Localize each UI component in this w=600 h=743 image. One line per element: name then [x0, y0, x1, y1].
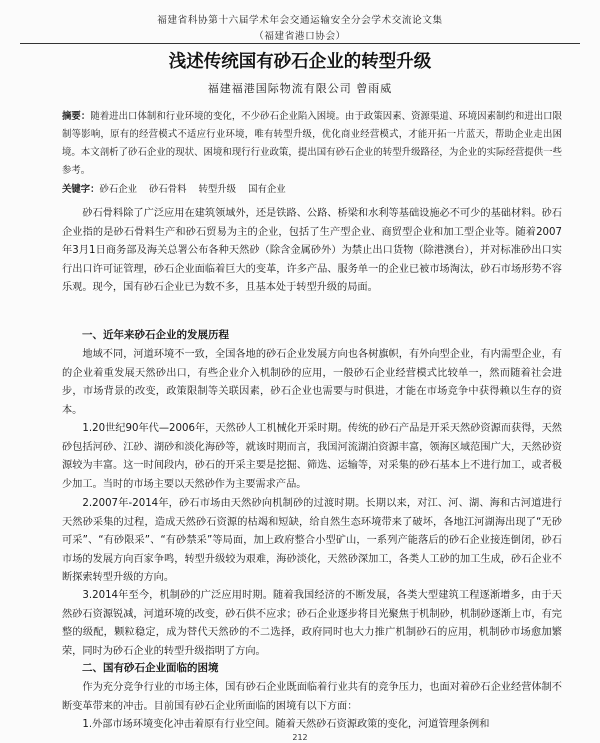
- header-rule: [20, 43, 580, 44]
- keywords: [62, 182, 562, 198]
- body-paragraph: 作为充分竞争行业的市场主体，国有砂石企业既面临着行业共有的竞争压力，也面对着砂石企业经营体制不断变革带来的冲击。目前国有砂石企业所面临的困境有以下方面：: [62, 682, 562, 712]
- keyword: 转型升级: [198, 184, 237, 195]
- abstract: [62, 108, 562, 180]
- page-number: 212: [292, 733, 308, 742]
- body-paragraph: 1.20世纪90年代—2006年，天然砂人工机械化开采时期。传统的砂石产品是开采天然砂资源而获得，天然砂包括河砂、江砂、湖砂和淡化海砂等，就该时期而言，我国河流湖泊资源丰富，领海区域范围广大，天然砂资源较为丰富。这一时间段内，砂石的开采主要是挖掘、筛选、运输等，对采集的砂石基本上不进行加工，或者极少加工。当时的市场主要以天然砂作为主要需求产品。: [62, 423, 562, 490]
- body-paragraph: 2.2007年-2014年，砂石市场由天然砂向机制砂的过渡时期。长期以来，对江、河、湖、海和古河道进行天然砂采集的过程，造成天然砂石资源的枯竭和短缺，给自然生态环境带来了破坏，各地江河湖海出现了“无砂可采”、“有砂限采”、“有砂禁采”等局面，加上政府整合小型矿山，一系列产能落后的砂石企业接连倒闭，砂石市场的发展方向百家争鸣，转型升级较为艰难，海砂淡化，天然砂深加工，各类人工砂的加工生成，砂石企业不断探索转型升级的方向。: [62, 498, 562, 583]
- section-heading-2: 二、国有砂石企业面临的困境: [82, 662, 219, 674]
- abstract-label: 摘要：: [62, 111, 91, 122]
- keyword: 国有企业: [248, 184, 286, 195]
- body-paragraph: 1.外部市场环境变化冲击着原有行业空间。随着天然砂石资源政策的变化，河道管理条例和: [82, 719, 490, 730]
- abstract-text: 随着进出口体制和行业环境的变化，不少砂石企业陷入困境。由于政策因素、资源渠道、环境因素制约和进出口限制等影响，原有的经营模式不适应行业环境，唯有转型升级，优化商业经营模式，才能开拓一片蓝天，帮助企业走出困境。本文剖析了砂石企业的现状、困境和现行行业政策，提出国有砂石企业的转型升级路径，为企业的实际经营提供一些参考。: [62, 111, 562, 176]
- keyword: 砂石骨料: [149, 184, 187, 195]
- keywords-label: 关键字：: [62, 184, 100, 195]
- section-heading-1: 一、近年来砂石企业的发展历程: [82, 329, 229, 341]
- running-head-line1: 福建省科协第十六届学术年会交通运输安全分会学术交流论文集: [157, 15, 443, 26]
- running-head-line2: （福建省港口协会）: [254, 31, 346, 42]
- body-paragraph: 3.2014年至今，机制砂的广泛应用时期。随着我国经济的不断发展，各类大型建筑工程逐渐增多，由于天然砂石资源锐减，河道环境的改变，砂石供不应求；砂石企业逐步将目光聚焦于机制砂，机制砂逐渐上市，有完整的级配，颗粒稳定，成为替代天然砂的不二选择，政府同时也大力推广机制砂石的应用，机制砂市场愈加繁荣，同时为砂石企业的转型升级指明了方向。: [62, 590, 562, 657]
- keyword: 砂石企业: [99, 184, 138, 195]
- intro-paragraph: 砂石骨料除了广泛应用在建筑领域外，还是铁路、公路、桥梁和水利等基础设施必不可少的基础材料。砂石企业指的是砂石骨料生产和砂石贸易为主的企业，包括了生产型企业、商贸型企业和加工型企业等。随着2007年3月1日商务部及海关总署公布各种天然砂（除含金属砂外）为禁止出口货物（除港澳台），并对标准砂出口实行出口许可证管理，砂石企业面临着巨大的变革，许多产品、服务单一的企业已被市场淘汰，砂石市场形势不容乐观。现今，国有砂石企业已为数不多，且基本处于转型升级的局面。: [62, 208, 562, 293]
- author-line: 福建福港国际物流有限公司 曾雨威: [207, 82, 393, 95]
- paper-title: 浅述传统国有砂石企业的转型升级: [168, 52, 432, 72]
- body-paragraph: 地域不同，河道环境不一致，全国各地的砂石企业发展方向也各树旗帜，有外向型企业，有内需型企业，有的企业着重发展天然砂出口，有些企业介入机制砂的应用，一般砂石企业经营模式比较单一，然而随着社会进步，市场背景的改变，政策限制等关联因素，砂石企业也需要与时俱进，才能在市场竞争中获得赖以生存的资本。: [62, 349, 562, 416]
